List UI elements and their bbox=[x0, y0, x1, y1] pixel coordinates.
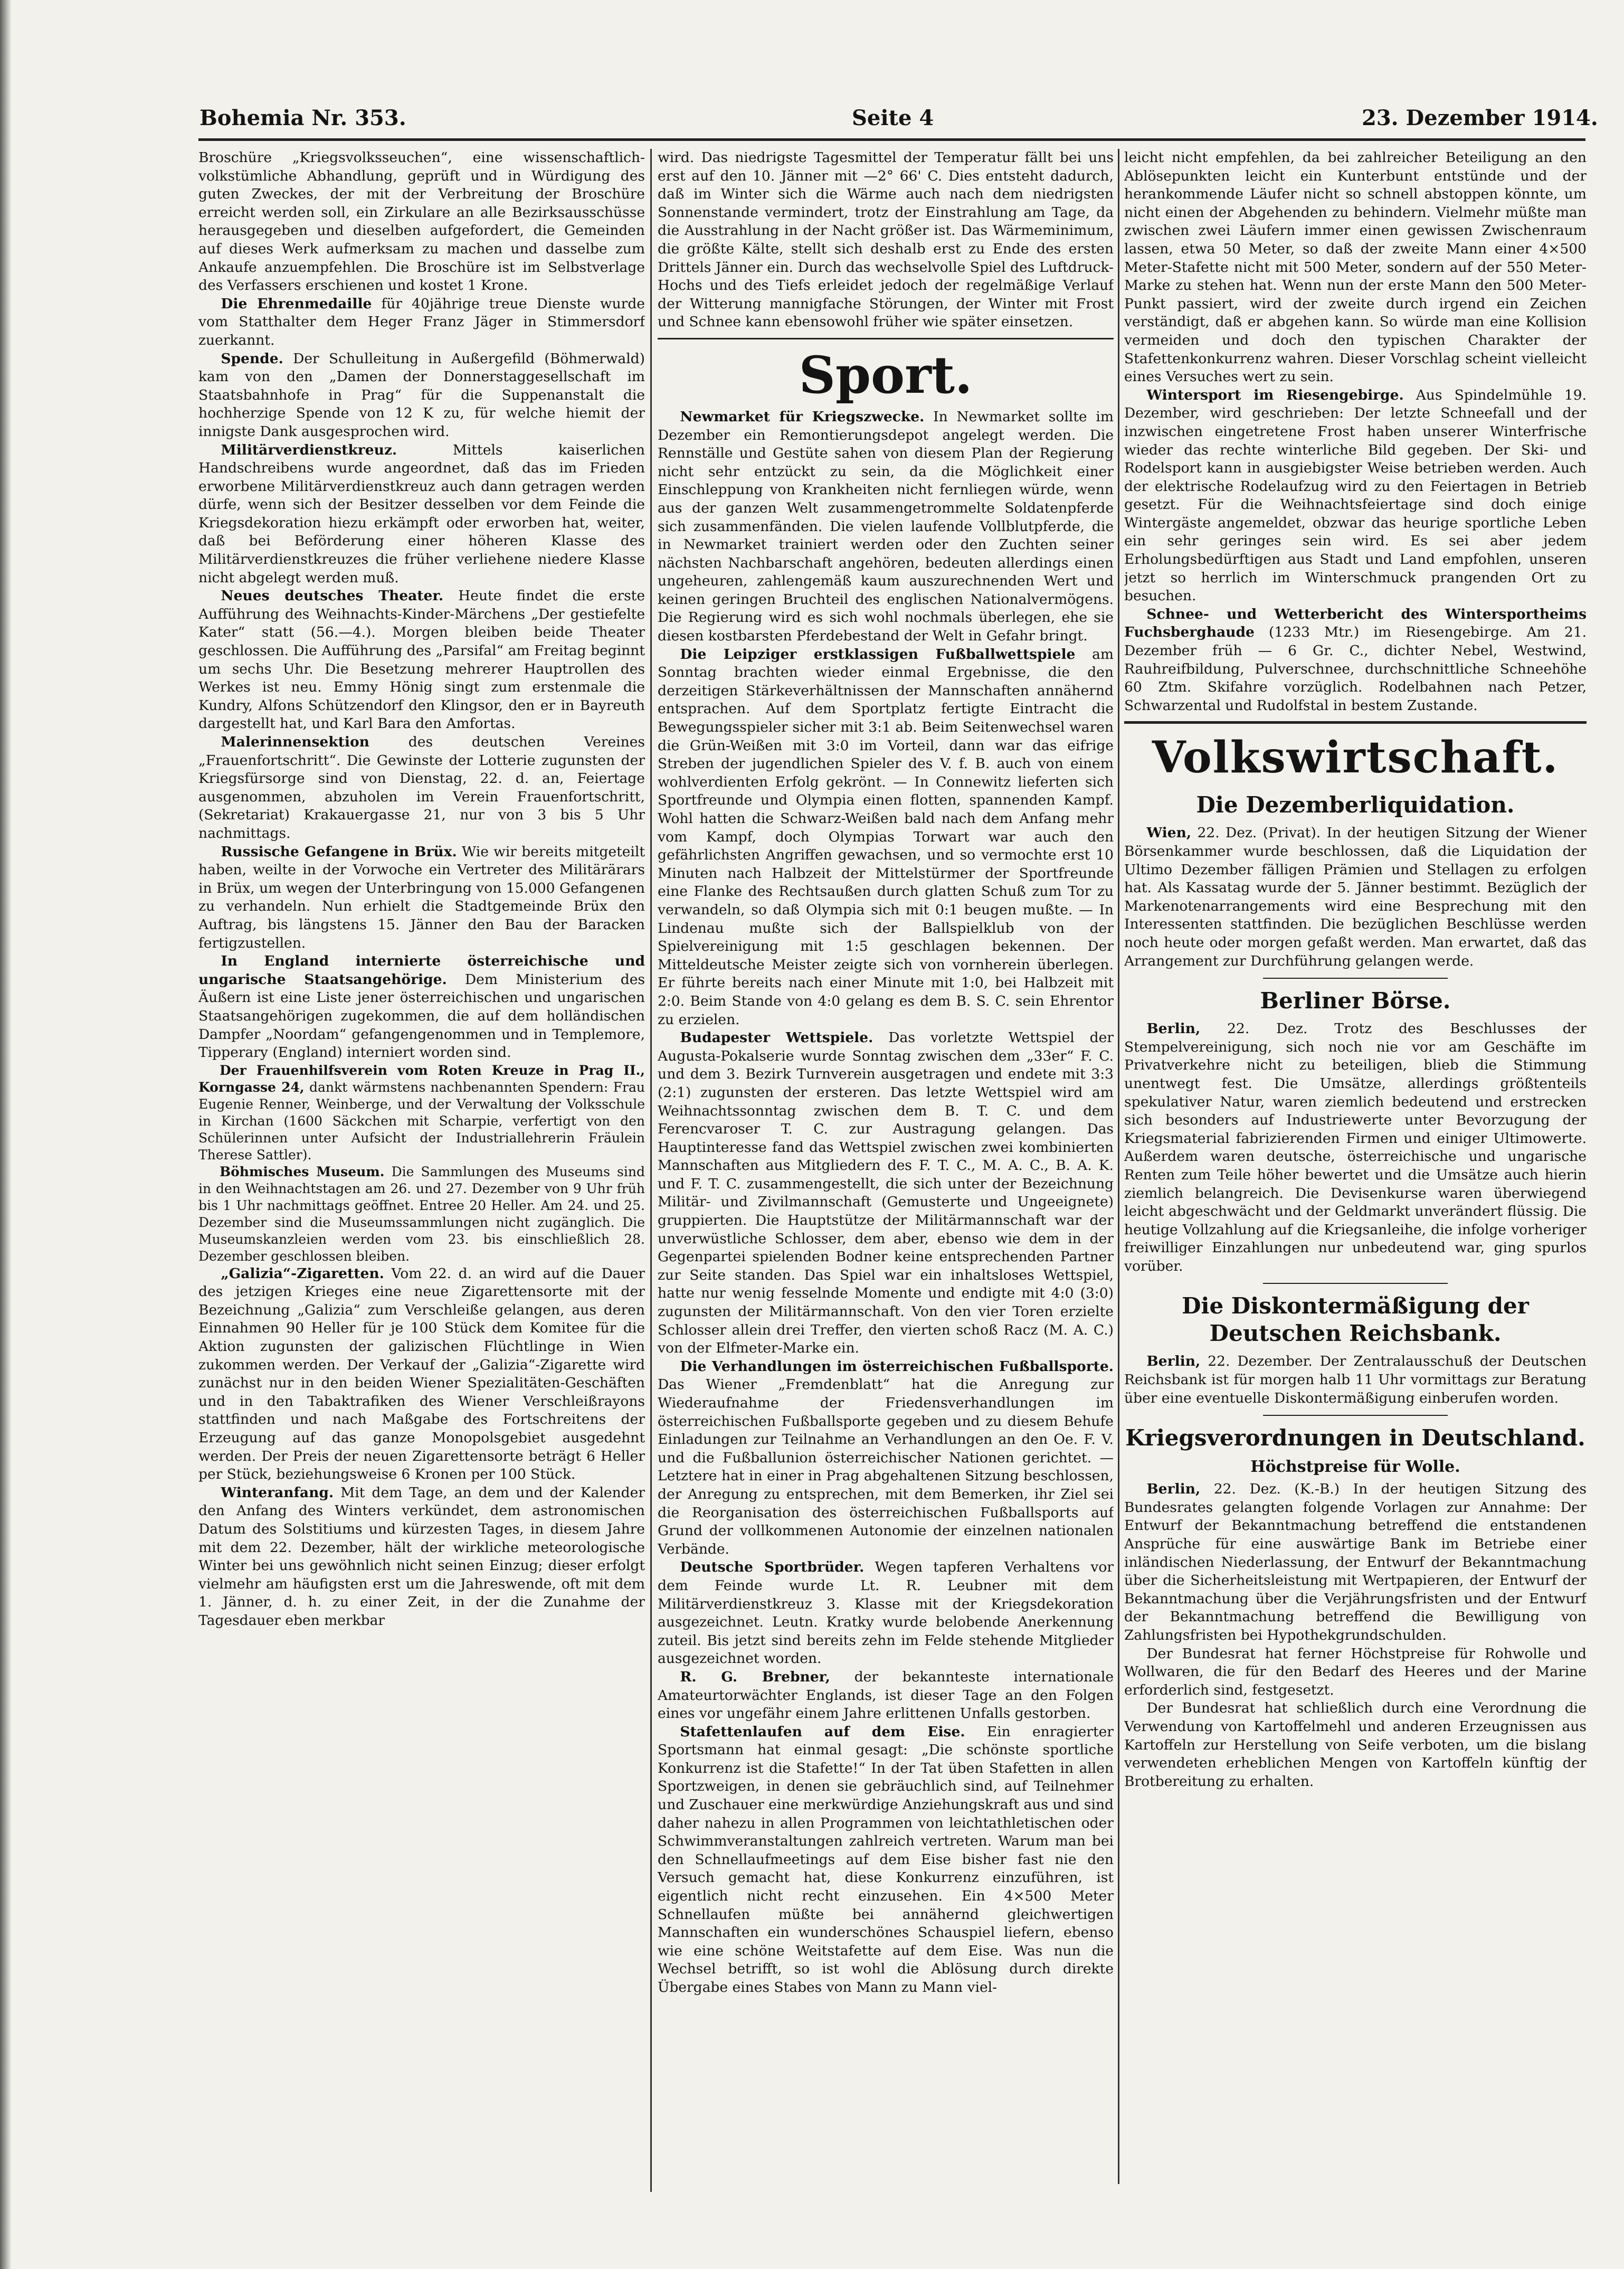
article-headline: Der Frauenhilfsverein vom Roten Kreuze in Prag II., Korngasse 24, bbox=[198, 1062, 645, 1095]
article-text: Vom 22. d. an wird auf die Dauer des jetzigen Krieges eine neue Zigarettensorte mit der Bezeichnung „Galizia“ zum Verschleiße gelangen, aus deren Einnahmen 90 Heller für je 100 Stück dem Komitee für die Aktion zugunsten der galizischen Flüchtlinge in Wien zukommen werden. Der Verkauf der „Galizia“-Zigarette wird zunächst nur in den beiden Wiener Spezialitäten-Geschäften und in den Tabaktrafiken des Wiener Verschleißrayons stattfinden und nach Maßgabe des Fortschreitens der Erzeugung auf das ganze Monopolsgebiet ausgedehnt werden. Der Preis der neuen Zigarettensorte beträgt 6 Heller per Stück, beziehungsweise 6 Kronen per 100 Stück. bbox=[198, 1265, 645, 1483]
section-rule bbox=[658, 338, 1114, 339]
article-text: Ein enragierter Sportsmann hat einmal gesagt: „Die schönste sportliche Konkurrenz ist die Stafette!“ In der Tat üben Stafetten in allen Sportzweigen, in denen sie gebräuchlich sind, auf Teilnehmer und Zuschauer eine merkwürdige Anziehungskraft aus und sind daher nahezu in allen Programmen von leichtathletischen oder Schwimmveranstaltungen zahlreich vertreten. Warum man bei den Schnellaufmeetings auf dem Eise bisher fast nie den Versuch gemacht hat, diese Konkurrenz einzuführen, ist eigentlich nicht recht einzusehen. Ein 4×500 Meter Schnellaufen müßte bei annähernd gleichwertigen Mannschaften ein wunderschönes Schauspiel liefern, ebenso wie eine schöne Weitstafette auf dem Eise. Was nun die Wechsel betrifft, so ist wohl die Ablösung durch direkte Übergabe eines Stabes von Mann zu Mann viel- bbox=[658, 1723, 1114, 1996]
article bbox=[658, 646, 1114, 1029]
liquidation-article bbox=[1124, 824, 1587, 970]
article-text: Das Wiener „Fremdenblatt“ hat die Anregung zur Wiederaufnahme der Friedensverhandlungen im österreichischen Fußballsporte gegeben und zu diesem Behufe Einladungen zur Teilnahme an Verhandlungen an den Oe. F. V. und die Fußballunion österreichischer Nationen gerichtet. — Letztere hat in einer in Prag abgehaltenen Sitzung beschlossen, der Anregung zu entsprechen, mit dem Bemerken, ihr Ziel sei die Reorganisation des österreichischen Fußballsports auf Grund der vollkommenen Autonomie der einzelnen nationalen Verbände. bbox=[658, 1376, 1114, 1557]
article-text: der bekannteste internationale Amateurtorwächter Englands, ist dieser Tage an den Folgen eines vor ungefähr einem Jahre erlittenen Unfalls gestorben. bbox=[658, 1668, 1114, 1722]
article bbox=[198, 441, 645, 588]
article bbox=[198, 350, 645, 441]
article bbox=[198, 952, 645, 1062]
article-text: 22. Dez. (K.-B.) In der heutigen Sitzung des Bundesrates gelangten folgende Vorlagen zur Annahme: Der Entwurf der Bekanntmachung betreffend die entstandenen Ansprüche für eine auswärtige Bank im Betriebe einer inländischen Niederlassung, der Entwurf der Bekanntmachung über die Sicherheitsleistung mit Wertpapieren, der Entwurf der Bekanntmachung über die Verjährungsfristen und der Entwurf der Bekanntmachung betreffend die Bewilligung von Zahlungsfristen bei Hypothekgrundschulden. bbox=[1124, 1481, 1587, 1643]
diskont-article bbox=[1124, 1353, 1587, 1407]
article-headline: Deutsche Sportbrüder. bbox=[680, 1559, 865, 1576]
article-text: Das vorletzte Wettspiel der Augusta-Pokalserie wurde Sonntag zwischen dem „33er“ F. C. und dem 3. Bezirk Turnverein ausgetragen und endete mit 3:3 (2:1) zugunsten der ersteren. Das letzte Wettspiel wird am Weihnachtssonntag zwischen dem B. T. C. und dem Ferencvaroser T. C. zur Austragung gelangen. Das Hauptinteresse fand das Wettspiel zwischen zwei kombinierten Mannschaften aus Mitgliedern des F. T. C., M. A. C., B. A. K. und F. T. C. zusammengestellt, die sich unter der Bezeichnung Militär- und Zivilmannschaft (Gemusterte und Ungeeignete) gruppierten. Die Hauptstütze der Militärmannschaft war der unverwüstliche Schlosser, dem aber, ebenso wie dem in der Gegenpartei spielenden Bodner keine entsprechenden Partner zur Seite standen. Das Spiel war ein inhaltsloses Wettspiel, hatte nur wenig fesselnde Momente und endigte mit 4:0 (3:0) zugunsten der Militärmannschaft. Von den vier Toren erzielte Schlosser allein drei Treffer, den vierten schoß Racz (M. A. C.) von der Elfmeter-Marke ein. bbox=[658, 1029, 1114, 1357]
article-headline: Böhmisches Museum. bbox=[220, 1164, 385, 1179]
article-text: Aus Spindelmühle 19. Dezember, wird geschrieben: Der letzte Schneefall und der inzwischen eingetretene Frost haben unserer Winterfrische wieder das rechte winterliche Bild gegeben. Der Ski- und Rodelsport kann in ausgiebigster Weise betrieben werden. Auch der elektrische Rodelaufzug wird zu den Feiertagen in Betrieb gesetzt. Für die Weihnachtsfeiertage sind doch einige Wintergäste angemeldet, obzwar das heurige sportliche Leben ein sehr geringes sein wird. Es sei aber jedem Erholungsbedürftigen aus Stadt und Land empfohlen, unseren jetzt so herrlich im Winterschmuck prangenden Ort zu besuchen. bbox=[1124, 386, 1587, 604]
article-headline: Stafettenlaufen auf dem Eise. bbox=[680, 1723, 965, 1740]
article bbox=[198, 843, 645, 953]
article-headline: „Galizia“-Zigaretten. bbox=[221, 1265, 384, 1282]
article bbox=[198, 1484, 645, 1630]
article-text: Heute findet die erste Aufführung des Weihnachts-Kinder-Märchens „Der gestiefelte Kater“ statt (56.—4.). Morgen bleiben beide Theater geschlossen. Die Aufführung des „Parsifal“ am Freitag beginnt um sechs Uhr. Die Besetzung mehrerer Hauptrollen des Werkes ist neu. Emmy Hönig singt zum erstenmale die Kundry, Alfons Schützendorf den Klingsor, den er in Bayreuth dargestellt hat, und Karl Bara den Amfortas. bbox=[198, 588, 645, 732]
dateline: Berlin, bbox=[1146, 1481, 1201, 1498]
dateline: Wien, bbox=[1146, 825, 1192, 842]
article-separator bbox=[1263, 978, 1448, 979]
article-headline: R. G. Brebner, bbox=[680, 1668, 830, 1685]
article bbox=[198, 1164, 645, 1265]
article-text: Mittels kaiserlichen Handschreibens wurde angeordnet, daß das im Frieden erworbene Militärverdienstkreuz auch dann getragen werden dürfe, wenn sich der Besitzer desselben vor dem Feinde die Kriegsdekoration hiezu erkämpft oder erworben hat, weiter, daß bei Beförderung einer höheren Klasse des Militärverdienstkreuzes die früher verliehene niedere Klasse nicht abgelegt werden muß. bbox=[198, 441, 645, 586]
article-text: dankt wärmstens nachbenannten Spendern: Frau Eugenie Renner, Weinberge, und der Verwaltung der Volksschule in Kirchan (1600 Säckchen mit Scharpie, verfertigt von den Schülerinnen unter Aufsicht der Industriallehrerin Fräulein Therese Sattler). bbox=[198, 1079, 645, 1162]
krieg-paragraph-3: Der Bundesrat hat schließlich durch eine Verordnung die Verwendung von Kartoffelmehl und anderen Erzeugnissen aus Kartoffeln zur Herstellung von Seife verboten, um die bislang verwendeten erheblichen Mengen von Kartoffeln künftig der Brotbereitung zu erhalten. bbox=[1124, 1700, 1587, 1790]
column-1 bbox=[198, 149, 645, 2192]
article-headline: Budapester Wettspiele. bbox=[680, 1029, 873, 1046]
boerse-title: Berliner Börse. bbox=[1260, 988, 1451, 1014]
article-headline: Malerinnensektion bbox=[221, 734, 369, 750]
article-text: Die Sammlungen des Museums sind in den Weihnachtstagen am 26. und 27. Dezember von 9 Uhr früh bis 1 Uhr nachmittags geöffnet. Entree 20 Heller. Am 24. und 25. Dezember sind die Museumssammlungen nicht zugänglich. Die Museumskanzleien werden vom 23. bis einschließlich 28. Dezember geschlossen bleiben. bbox=[198, 1164, 645, 1264]
sport-section-title: Sport. bbox=[799, 345, 973, 405]
article bbox=[658, 1358, 1114, 1559]
column-3 bbox=[1124, 149, 1587, 2171]
article-text: Wie wir bereits mitgeteilt haben, weilte in der Vorwoche ein Vertreter des Militärärars in Brüx, um wegen der Unterbringung von 15.000 Gefangenen zu verhandeln. Nun erhielt die Stadtgemeinde Brüx den Auftrag, bis längstens 15. Jänner den Bau der Baracken fertigzustellen. bbox=[198, 843, 645, 951]
article-text: In Newmarket sollte im Dezember ein Remontierungsdepot angelegt werden. Die Rennställe und Gestüte sahen von diesem Plan der Regierung nicht sehr entzückt zu sein, da die Möglichkeit einer Einschleppung von Krankheiten nicht fernliegen würde, wenn aus der ganzen Welt zusammengetrommelte Soldatenpferde sich zusammenfänden. Die vielen laufende Vollblutpferde, die in Newmarket trainiert werden oder den Zuchten seiner nächsten Nachbarschaft angehören, bedeuten allerdings einen ungeheuren, zahlengemäß kaum auszurechnenden Wert und keinen geringen Bruchteil des englischen Nationalvermögens. Die Regierung wird es sich wohl nochmals überlegen, ehe sie diesen kostbarsten Pferdebestand der Welt in Gefahr bringt. bbox=[658, 408, 1114, 645]
scan-binding-edge bbox=[0, 0, 12, 2269]
page-number: Seite 4 bbox=[852, 106, 934, 130]
stafette-article-continuation: leicht nicht empfehlen, da bei zahlreicher Beteiligung an den Ablösepunkten leicht ein Kunterbunt entstünde und der herankommende Läufer nicht so schnell abstoppen könnte, um nicht einen der Abgehenden zu behindern. Vielmehr müßte man zwischen zwei Läufern immer einen gewissen Zwischenraum lassen, etwa 50 Meter, so daß der zweite Mann einer 4×500 Meter-Stafette nicht mit 500 Meter, sondern auf der 550 Meter-Marke zu stehen hat. Wenn nun der erste Mann den 500 Meter-Punkt passiert, wird der zweite durch irgend ein Zeichen verständigt, daß er abgehen kann. So würde man eine Kollision vermeiden und doch den typischen Charakter der Stafettenkonkurrenz wahren. Dieser Vorschlag scheint vielleicht eines Versuches wert zu sein. bbox=[1124, 149, 1587, 385]
krieg-subtitle: Höchstpreise für Wolle. bbox=[1250, 1458, 1460, 1477]
article bbox=[198, 149, 645, 295]
article bbox=[198, 1062, 645, 1164]
article-text: 22. Dezember. Der Zentralausschuß der Deutschen Reichsbank ist für morgen halb 11 Uhr vormittags zur Beratung über eine eventuelle Diskontermäßigung einberufen worden. bbox=[1124, 1353, 1587, 1406]
liquidation-title: Die Dezemberliquidation. bbox=[1196, 792, 1515, 818]
article-headline: Russische Gefangene in Brüx. bbox=[221, 843, 457, 860]
article-text: 22. Dez. (Privat). In der heutigen Sitzung der Wiener Börsenkammer wurde beschlossen, daß die Liquidation der Ultimo Dezember fälligen Prämien und Stellagen zu erfolgen hat. Als Kassatag wurde der 5. Jänner bestimmt. Bezüglich der Markenotenarrangements wird eine Besprechung mit den Interessenten stattfinden. Die bezüglichen Beschlüsse werden noch heute oder morgen gefaßt werden. Man erwartet, daß das Arrangement zur Durchführung gelangen werde. bbox=[1124, 825, 1587, 969]
section-rule bbox=[1124, 721, 1587, 724]
weather-article-continuation: wird. Das niedrigste Tagesmittel der Temperatur fällt bei uns erst auf den 10. Jänner mit —2° 66' C. Dies entsteht dadurch, daß im Winter sich die Wärme auch nach dem niedrigsten Sonnenstande vermindert, trotz der Einstrahlung am Tage, da die Ausstrahlung in der Nacht größer ist. Das Wärmeminimum, die größte Kälte, stellt sich deshalb erst zu Ende des ersten Drittels Jänner ein. Durch das wechselvolle Spiel des Luftdruck-Hochs und des Tiefs erleidet jedoch der regelmäßige Verlauf der Witterung mannigfache Störungen, der Winter mit Frost und Schnee kann ebensowohl früher wie später einsetzen. bbox=[658, 149, 1114, 330]
krieg-paragraph-2: Der Bundesrat hat ferner Höchstpreise für Rohwolle und Wollwaren, die für den Bedarf des Heeres und der Marine erforderlich sind, festgesetzt. bbox=[1124, 1645, 1587, 1698]
article-headline: Die Ehrenmedaille bbox=[221, 295, 372, 312]
masthead-title: Bohemia Nr. 353. bbox=[200, 106, 406, 130]
article-headline: In England internierte österreichische und ungarische Staatsangehörige. bbox=[198, 953, 645, 988]
article bbox=[198, 733, 645, 843]
article-text: (1233 Mtr.) im Riesengebirge. Am 21. Dezember früh — 6 Gr. C., dichter Nebel, Westwind, Rauhreifbildung, Pulverschnee, durchschnittliche Schneehöhe 60 Ztm. Skifahre vorzüglich. Rodelbahnen nach Petzer, Schwarzental und Rudolfstal in bestem Zustande. bbox=[1124, 624, 1587, 714]
article-separator bbox=[1263, 1415, 1448, 1416]
sport-articles bbox=[658, 408, 1114, 1997]
article-headline: Militärverdienstkreuz. bbox=[221, 441, 397, 458]
article-headline: Winteranfang. bbox=[221, 1484, 334, 1501]
boerse-article bbox=[1124, 1020, 1587, 1275]
krieg-title: Kriegsverordnungen in Deutschland. bbox=[1125, 1425, 1585, 1451]
column-rule-1 bbox=[650, 149, 652, 2192]
article-text: Mit dem Tage, an dem und der Kalender den Anfang des Winters verkündet, dem astronomischen Datum des Solstitiums und kürzesten Tages, in diesem Jahre mit dem 22. Dezember, hält der wirkliche meteorologische Winter bei uns gewöhnlich nicht seinen Einzug; dieser erfolgt vielmehr am häufigsten erst um die Jahreswende, oft mit dem 1. Jänner, d. h. zu einer Zeit, in der die Zunahme der Tagesdauer eben merkbar bbox=[198, 1484, 645, 1629]
article bbox=[198, 295, 645, 350]
header-rule bbox=[198, 138, 1585, 141]
diskont-title: Die Diskontermäßigung der Deutschen Reichsbank. bbox=[1182, 1293, 1529, 1347]
article-headline: Die Leipziger erstklassigen Fußballwettspiele bbox=[680, 646, 1076, 663]
article-text: 22. Dez. Trotz des Beschlusses der Stempelvereinigung, sich noch nie vor am Geschäfte im Privatverkehre nicht zu beteiligen, blieb die Stimmung unentwegt fest. Die Umsätze, allerdings größtenteils spekulativer Natur, waren ziemlich bedeutend und erstrecken sich besonders auf Industriewerte unter Bevorzugung der Kriegsmaterial fabrizierenden Firmen und einiger Ultimowerte. Außerdem waren deutsche, österreichische und ungarische Renten zum Teile höher bewertet und die Umsätze auch hierin ziemlich belangreich. Die Devisenkurse waren überwiegend leicht abgeschwächt und der Geldmarkt unverändert flüssig. Die heutige Vollzahlung auf die Kriegsanleihe, die infolge vorheriger freiwilliger Einzahlungen nur unbedeutend war, ging spurlos vorüber. bbox=[1124, 1020, 1587, 1274]
article bbox=[658, 1668, 1114, 1723]
article bbox=[1124, 386, 1587, 606]
article bbox=[658, 1558, 1114, 1668]
article-separator bbox=[1263, 1283, 1448, 1284]
article-text: Dem Ministerium des Äußern ist eine Liste jener österreichischen und ungarischen Staatsangehörigen zugekommen, die auf dem holländischen Dampfer „Noordam“ gefangengenommen und in Templemore, Tipperary (England) interniert worden sind. bbox=[198, 971, 645, 1061]
article bbox=[1124, 606, 1587, 715]
article bbox=[658, 408, 1114, 646]
article-text: des deutschen Vereines „Frauenfortschritt“. Die Gewinste der Lotterie zugunsten der Kriegsfürsorge sind von Dienstag, 22. d. an, Feiertage ausgenommen, abzuholen im Verein Frauenfortschritt, (Sekretariat) Krakauergasse 21, nur von 3 bis 5 Uhr nachmittags. bbox=[198, 734, 645, 842]
article bbox=[658, 1029, 1114, 1358]
wintersport-articles bbox=[1124, 386, 1587, 715]
article-headline: Wintersport im Riesengebirge. bbox=[1146, 386, 1404, 403]
article bbox=[198, 1265, 645, 1484]
article-headline: Newmarket für Kriegszwecke. bbox=[680, 408, 925, 425]
dateline: Berlin, bbox=[1146, 1020, 1201, 1037]
article-text: für 40jährige treue Dienste wurde vom Statthalter dem Heger Franz Jäger in Stimmersdorf zuerkannt. bbox=[198, 295, 645, 348]
economy-section-title: Volkswirtschaft. bbox=[1152, 732, 1559, 783]
article-text: am Sonntag brachten wieder einmal Ergebnisse, die den derzeitigen Stärkeverhältnissen der Mannschaften annähernd entsprachen. Auf dem Sportplatz fertigte Eintracht die Bewegungsspieler sicher mit 3:1 ab. Beim Seitenwechsel waren die Grün-Weißen mit 3:0 im Vorteil, dann war das eifrige Streben der jugendlichen Spieler des V. f. B. auch von einem wohlverdienten Erfolg gekrönt. — In Connewitz lieferten sich Sportfreunde und Olympia einen flotten, spannenden Kampf. Wohl hatten die Schwarz-Weißen bald nach dem Anfang mehr vom Kampf, doch Olympias Torwart war auch den gefährlichsten Angriffen gewachsen, und so vermochte erst 10 Minuten nach Halbzeit der Mittelstürmer der Sportfreunde eine Flanke des Rechtsaußen durch glatten Schuß zum Tor zu verwandeln, so daß Olympia sich mit 0:1 beugen mußte. — In Lindenau mußte sich der Ballspielklub von der Spielvereinigung mit 1:5 geschlagen bekennen. Der Mitteldeutsche Meister zeigte sich von vornherein überlegen. Er führte bereits nach einer Minute mit 1:0, bei Halbzeit mit 2:0. Beim Stande von 4:0 gelang es dem B. S. C. sein Ehrentor zu erzielen. bbox=[658, 646, 1114, 1028]
article-headline: Spende. bbox=[221, 350, 283, 367]
dateline: Berlin, bbox=[1146, 1353, 1201, 1370]
article-text: Broschüre „Kriegsvolksseuchen“, eine wissenschaftlich-volkstümliche Abhandlung, geprüft und in Würdigung des guten Zweckes, der mit der Verbreitung der Broschüre erreicht werden soll, ein Zirkulare an alle Bezirksausschüsse herausgegeben und dieselben aufgefordert, die Gemeinden auf dieses Werk aufmerksam zu machen und dasselbe zum Ankaufe anzuempfehlen. Die Broschüre ist im Selbstverlage des Verfassers erschienen und kostet 1 Krone. bbox=[198, 149, 645, 294]
column-rule-2 bbox=[1118, 149, 1119, 2184]
article-text: Der Schulleitung in Außergefild (Böhmerwald) kam von den „Damen der Donnerstaggesellschaft im Staatsbahnhofe in Prag“ für die Suppenanstalt die hochherzige Spende von 12 K zu, für welche hiemit der innigste Dank ausgesprochen wird. bbox=[198, 350, 645, 440]
article-text: Wegen tapferen Verhaltens vor dem Feinde wurde Lt. R. Leubner mit dem Militärverdienstkreuz 3. Klasse mit der Kriegsdekoration ausgezeichnet. Leutn. Kratky wurde belobende Anerkennung zuteil. Bis jetzt sind bereits zehn im Felde stehende Mitglieder ausgezeichnet worden. bbox=[658, 1559, 1114, 1667]
article-headline: Neues deutsches Theater. bbox=[221, 588, 444, 604]
column-2 bbox=[658, 149, 1114, 2184]
issue-date: 23. Dezember 1914. bbox=[1362, 106, 1598, 130]
article-headline: Die Verhandlungen im österreichischen Fußballsporte. bbox=[680, 1358, 1114, 1375]
article bbox=[658, 1723, 1114, 1997]
article bbox=[198, 587, 645, 733]
krieg-article bbox=[1124, 1480, 1587, 1644]
article-headline: Schnee- und Wetterbericht des Wintersportheims Fuchsberghaude bbox=[1124, 606, 1587, 641]
